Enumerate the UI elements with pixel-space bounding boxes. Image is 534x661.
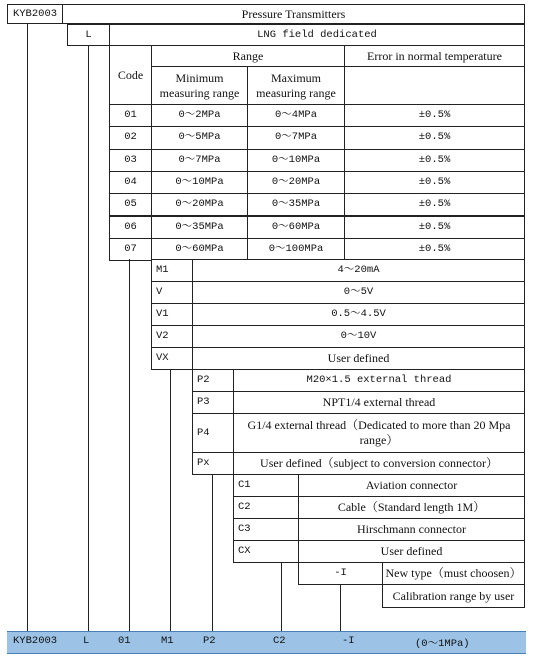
calibration-desc: Calibration range by user bbox=[392, 588, 515, 603]
range-error: ±0.5% bbox=[418, 220, 451, 233]
connector-code-cell bbox=[233, 474, 299, 497]
error-subheader-empty bbox=[344, 66, 525, 105]
max-range-header bbox=[247, 66, 345, 105]
range-error-cell bbox=[344, 216, 525, 239]
example-output: M1 bbox=[161, 635, 174, 647]
range-max: 0～100MPa bbox=[268, 242, 324, 255]
option-tree-line bbox=[340, 585, 341, 631]
range-min-cell bbox=[151, 171, 248, 194]
range-error-cell bbox=[344, 171, 525, 194]
output-code: V2 bbox=[156, 330, 169, 342]
field-label: LNG field dedicated bbox=[257, 28, 377, 41]
output-code-cell bbox=[151, 303, 193, 326]
connector-desc-cell bbox=[298, 540, 525, 563]
model-code-cell bbox=[7, 4, 63, 24]
range-error: ±0.5% bbox=[418, 131, 451, 144]
example-calibration: (0～1MPa) bbox=[415, 638, 470, 650]
range-max-cell bbox=[247, 171, 345, 194]
range-code: 03 bbox=[124, 153, 137, 166]
connector-code-cell bbox=[233, 496, 299, 519]
range-max-cell bbox=[247, 216, 345, 239]
thread-tree-line bbox=[212, 474, 213, 631]
output-desc: 4～20mA bbox=[337, 264, 380, 276]
range-max: 0～20MPa bbox=[271, 176, 321, 189]
output-desc-cell bbox=[192, 303, 525, 326]
example-connector: C2 bbox=[273, 635, 286, 647]
range-min: 0～2MPa bbox=[178, 109, 221, 122]
thread-code: P4 bbox=[197, 426, 210, 439]
range-min-cell bbox=[151, 126, 248, 149]
range-min: 0～20MPa bbox=[175, 198, 224, 211]
calibration-desc-cell bbox=[382, 584, 525, 608]
model-code: KYB2003 bbox=[12, 7, 58, 20]
output-desc: User defined bbox=[327, 351, 390, 365]
range-min: 0～7MPa bbox=[178, 153, 221, 166]
output-code-cell bbox=[151, 347, 193, 370]
output-code-cell bbox=[151, 259, 193, 282]
field-tree-line bbox=[88, 46, 89, 631]
range-min-cell bbox=[151, 149, 248, 172]
range-code-cell bbox=[109, 171, 152, 194]
range-error: ±0.5% bbox=[418, 242, 451, 255]
output-desc-cell bbox=[192, 325, 525, 348]
min-range-header-text: Minimum measuring range bbox=[159, 70, 240, 100]
range-error-cell bbox=[344, 238, 525, 261]
max-range-header-text: Maximum measuring range bbox=[256, 70, 336, 100]
product-title: Pressure Transmitters bbox=[241, 6, 346, 21]
connector-code-cell bbox=[233, 540, 299, 563]
range-code-cell bbox=[109, 104, 152, 127]
thread-code: P2 bbox=[197, 374, 210, 386]
output-desc-cell bbox=[192, 347, 525, 370]
range-max-cell bbox=[247, 126, 345, 149]
connector-code: C2 bbox=[238, 501, 251, 513]
connector-code-cell bbox=[233, 518, 299, 541]
range-min-cell bbox=[151, 104, 248, 127]
thread-desc-cell bbox=[233, 452, 525, 475]
option-desc: New type（must choosen） bbox=[385, 566, 522, 580]
range-max: 0～4MPa bbox=[274, 109, 317, 122]
output-code-cell bbox=[151, 281, 193, 304]
output-tree-line bbox=[170, 369, 171, 631]
option-code: -I bbox=[334, 567, 347, 579]
range-code-cell bbox=[109, 193, 152, 216]
output-code-cell bbox=[151, 325, 193, 348]
thread-desc: User defined（subject to conversion connector） bbox=[260, 456, 498, 470]
example-model: KYB2003 bbox=[13, 635, 58, 647]
range-min-cell bbox=[151, 193, 248, 216]
range-max-cell bbox=[247, 104, 345, 127]
range-min: 0～10MPa bbox=[175, 176, 224, 189]
range-max: 0～7MPa bbox=[274, 131, 317, 144]
option-row-bottom-line bbox=[298, 584, 382, 585]
range-code-cell bbox=[109, 126, 152, 149]
range-max-cell bbox=[247, 238, 345, 261]
range-min: 0～35MPa bbox=[175, 220, 224, 233]
range-header bbox=[151, 45, 345, 67]
connector-code: CX bbox=[238, 545, 251, 557]
connector-desc-cell bbox=[298, 474, 525, 497]
example-thread: P2 bbox=[203, 635, 216, 647]
thread-code-cell bbox=[192, 413, 234, 453]
order-example-bar bbox=[7, 631, 526, 654]
range-code: 05 bbox=[124, 198, 137, 211]
error-header bbox=[344, 45, 525, 67]
range-error: ±0.5% bbox=[418, 198, 451, 211]
connector-desc: User defined bbox=[380, 544, 443, 558]
range-max: 0～60MPa bbox=[271, 220, 321, 233]
thread-code: Px bbox=[197, 457, 210, 469]
range-code: 04 bbox=[124, 176, 137, 189]
connector-code: C1 bbox=[238, 479, 251, 491]
thread-code-cell bbox=[192, 369, 234, 392]
range-min: 0～5MPa bbox=[178, 131, 221, 144]
product-title-cell bbox=[62, 4, 525, 24]
output-code: V1 bbox=[156, 308, 169, 320]
thread-desc-cell bbox=[233, 391, 525, 414]
thread-desc-cell bbox=[233, 413, 525, 453]
code-header-text: Code bbox=[117, 67, 144, 82]
error-header-text: Error in normal temperature bbox=[367, 48, 502, 63]
range-error-cell bbox=[344, 104, 525, 127]
example-range: 01 bbox=[118, 635, 131, 647]
min-range-header bbox=[151, 66, 248, 105]
thread-code-cell bbox=[192, 452, 234, 475]
range-code-cell bbox=[109, 149, 152, 172]
range-code-cell bbox=[109, 238, 152, 261]
range-header-text: Range bbox=[232, 48, 264, 63]
option-desc-cell bbox=[382, 562, 525, 585]
field-label-cell bbox=[109, 24, 525, 46]
connector-desc-cell bbox=[298, 518, 525, 541]
range-error-cell bbox=[344, 149, 525, 172]
output-code: M1 bbox=[156, 264, 169, 276]
range-error: ±0.5% bbox=[418, 109, 451, 122]
connector-tree-line bbox=[281, 563, 282, 631]
connector-desc-cell bbox=[298, 496, 525, 519]
output-desc-cell bbox=[192, 281, 525, 304]
connector-desc: Aviation connector bbox=[365, 478, 458, 492]
thread-desc: G1/4 external thread（Dedicated to more than 20 Mpa range） bbox=[247, 418, 511, 447]
range-code: 07 bbox=[124, 242, 137, 255]
example-option: -I bbox=[342, 635, 355, 647]
range-max: 0～10MPa bbox=[271, 153, 321, 166]
output-desc: 0.5～4.5V bbox=[331, 308, 386, 320]
range-min-cell bbox=[151, 238, 248, 261]
range-tree-line bbox=[129, 259, 130, 631]
range-error-cell bbox=[344, 126, 525, 149]
field-code: L bbox=[85, 28, 92, 41]
code-header bbox=[109, 45, 152, 105]
thread-code: P3 bbox=[197, 396, 210, 408]
output-desc: 0～10V bbox=[340, 330, 377, 342]
range-max-cell bbox=[247, 149, 345, 172]
range-min-cell bbox=[151, 216, 248, 239]
connector-code: C3 bbox=[238, 523, 251, 535]
range-code-cell bbox=[109, 216, 152, 239]
thread-desc-cell bbox=[233, 369, 525, 392]
range-error: ±0.5% bbox=[418, 153, 451, 166]
range-code: 06 bbox=[124, 220, 137, 233]
range-max-cell bbox=[247, 193, 345, 216]
model-tree-line bbox=[27, 24, 28, 631]
option-code-cell bbox=[298, 562, 383, 585]
range-error: ±0.5% bbox=[418, 176, 451, 189]
range-code: 01 bbox=[124, 109, 137, 122]
range-code: 02 bbox=[124, 131, 137, 144]
connector-desc: Cable（Standard length 1M） bbox=[337, 500, 486, 514]
thread-desc: NPT1/4 external thread bbox=[322, 395, 436, 409]
output-code: V bbox=[156, 286, 163, 298]
output-desc: 0～5V bbox=[343, 286, 374, 298]
field-code-cell bbox=[67, 24, 110, 46]
connector-desc: Hirschmann connector bbox=[357, 522, 466, 536]
thread-desc: M20×1.5 external thread bbox=[306, 374, 452, 386]
range-min: 0～60MPa bbox=[175, 242, 224, 255]
range-error-cell bbox=[344, 193, 525, 216]
range-max: 0～35MPa bbox=[271, 198, 321, 211]
thread-code-cell bbox=[192, 391, 234, 414]
example-field: L bbox=[83, 635, 90, 647]
output-desc-cell bbox=[192, 259, 525, 282]
output-code: VX bbox=[156, 352, 169, 364]
